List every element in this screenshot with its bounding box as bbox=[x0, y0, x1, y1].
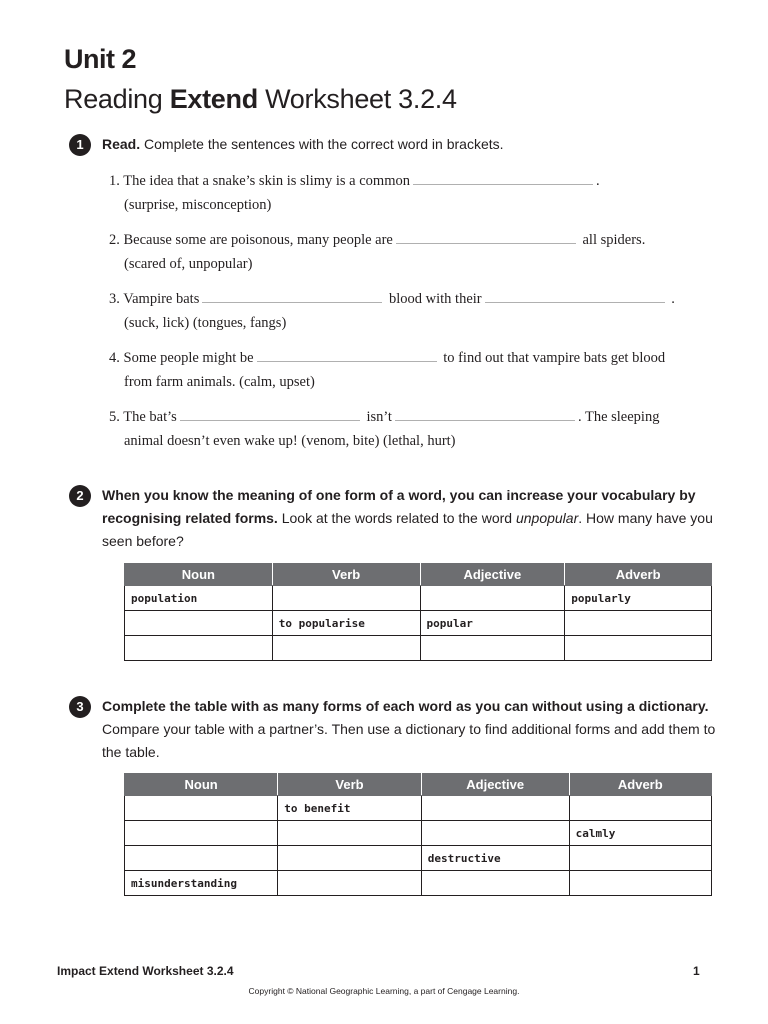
table-cell[interactable]: misunderstanding bbox=[125, 871, 278, 896]
sentence-number: 2. bbox=[109, 232, 120, 248]
table-cell[interactable] bbox=[420, 586, 565, 611]
sentence-number: 1. bbox=[109, 173, 120, 189]
unit-heading: Unit 2 bbox=[64, 44, 137, 74]
table-row bbox=[125, 611, 712, 636]
answer-blank[interactable] bbox=[257, 347, 437, 362]
table-header-row bbox=[125, 564, 712, 586]
sentence-text: isn’t bbox=[366, 409, 392, 425]
section-2-lead: When you know the meaning of one form of a word, you can increase your vocabulary by recognising related forms. bbox=[102, 487, 696, 526]
section-3-number: 3 bbox=[69, 696, 91, 718]
section-1-lead: Read. bbox=[102, 136, 141, 152]
table-row bbox=[125, 871, 712, 896]
table-cell[interactable] bbox=[278, 821, 421, 846]
column-header: Adjective bbox=[421, 774, 569, 796]
sentence-text: Some people might be bbox=[123, 350, 254, 366]
sentence-number: 3. bbox=[109, 291, 120, 307]
section-3-instruction bbox=[102, 695, 722, 764]
answer-blank[interactable] bbox=[202, 288, 382, 303]
title-bold: Extend bbox=[169, 84, 258, 114]
column-header: Adverb bbox=[569, 774, 711, 796]
sentence-text: The bat’s bbox=[123, 409, 177, 425]
section-1-number: 1 bbox=[69, 134, 91, 156]
answer-blank[interactable] bbox=[413, 170, 593, 185]
sentence-text: Because some are poisonous, many people are bbox=[123, 232, 393, 248]
table-cell[interactable] bbox=[272, 636, 420, 661]
table-cell[interactable] bbox=[569, 796, 711, 821]
sentence-4 bbox=[109, 347, 709, 370]
sentence-text: . The sleeping bbox=[577, 409, 660, 425]
table-cell[interactable]: popularly bbox=[565, 586, 712, 611]
sentence-text: The idea that a snake’s skin is slimy is a common bbox=[123, 173, 410, 189]
table-cell[interactable]: population bbox=[125, 586, 273, 611]
table-cell[interactable] bbox=[565, 611, 712, 636]
title-prefix: Reading bbox=[64, 84, 170, 114]
column-header: Noun bbox=[125, 774, 278, 796]
section-2-instruction bbox=[102, 484, 722, 553]
sentence-5-options: animal doesn’t even wake up! (venom, bite) (lethal, hurt) bbox=[124, 433, 456, 449]
section-2-italic-word: unpopular bbox=[515, 510, 579, 526]
answer-blank[interactable] bbox=[396, 229, 576, 244]
table-cell[interactable] bbox=[569, 846, 711, 871]
sentence-text: . bbox=[595, 173, 600, 189]
sentence-text: blood with their bbox=[388, 291, 482, 307]
table-cell[interactable] bbox=[125, 821, 278, 846]
sentence-1 bbox=[109, 170, 709, 193]
sentence-text: . bbox=[671, 291, 675, 307]
table-cell[interactable] bbox=[278, 871, 421, 896]
sentence-2-options: (scared of, unpopular) bbox=[124, 256, 253, 272]
table-row bbox=[125, 821, 712, 846]
sentence-text: Vampire bats bbox=[123, 291, 200, 307]
column-header: Adjective bbox=[420, 564, 565, 586]
table-row bbox=[125, 636, 712, 661]
table-cell[interactable]: to popularise bbox=[272, 611, 420, 636]
copyright-notice: Copyright © National Geographic Learning, a part of Cengage Learning. bbox=[248, 986, 520, 996]
table-cell[interactable] bbox=[272, 586, 420, 611]
table-cell[interactable]: destructive bbox=[421, 846, 569, 871]
section-2-text: Look at the words related to the word bbox=[277, 510, 516, 526]
section-1-text: Complete the sentences with the correct word in brackets. bbox=[140, 136, 504, 152]
table-cell[interactable] bbox=[569, 871, 711, 896]
sentence-3-options: (suck, lick) (tongues, fangs) bbox=[124, 315, 287, 331]
section-3-lead: Complete the table with as many forms of each word as you can without using a dictionary. bbox=[102, 698, 709, 714]
section-2-text-end: . How many have you seen before? bbox=[102, 510, 713, 549]
table-cell[interactable]: calmly bbox=[569, 821, 711, 846]
table-cell[interactable]: popular bbox=[420, 611, 565, 636]
table-cell[interactable] bbox=[125, 636, 273, 661]
sentence-2 bbox=[109, 229, 709, 252]
sentence-number: 5. bbox=[109, 409, 120, 425]
word-forms-table-2 bbox=[124, 773, 712, 896]
table-cell[interactable] bbox=[420, 636, 565, 661]
page-title bbox=[64, 84, 457, 115]
table-row bbox=[125, 586, 712, 611]
answer-blank[interactable] bbox=[180, 406, 360, 421]
sentence-text: all spiders. bbox=[582, 232, 646, 248]
table-cell[interactable] bbox=[125, 611, 273, 636]
table-cell[interactable] bbox=[125, 846, 278, 871]
sentence-5 bbox=[109, 406, 709, 429]
table-cell[interactable] bbox=[421, 871, 569, 896]
section-2-number: 2 bbox=[69, 485, 91, 507]
table-cell[interactable] bbox=[278, 846, 421, 871]
column-header: Verb bbox=[278, 774, 421, 796]
sentence-number: 4. bbox=[109, 350, 120, 366]
sentence-4-options: from farm animals. (calm, upset) bbox=[124, 374, 315, 390]
title-suffix: Worksheet 3.2.4 bbox=[257, 84, 457, 114]
answer-blank[interactable] bbox=[395, 406, 575, 421]
section-1-instruction bbox=[102, 133, 722, 156]
table-cell[interactable]: to benefit bbox=[278, 796, 421, 821]
sentence-text: to find out that vampire bats get blood bbox=[443, 350, 666, 366]
table-row bbox=[125, 846, 712, 871]
column-header: Adverb bbox=[565, 564, 712, 586]
table-cell[interactable] bbox=[421, 796, 569, 821]
table-row bbox=[125, 796, 712, 821]
sentence-3 bbox=[109, 288, 709, 311]
table-cell[interactable] bbox=[565, 636, 712, 661]
section-3-text: Compare your table with a partner’s. Then use a dictionary to find additional forms and add them to the table. bbox=[102, 721, 716, 760]
sentence-1-options: (surprise, misconception) bbox=[124, 197, 272, 213]
column-header: Noun bbox=[125, 564, 273, 586]
column-header: Verb bbox=[272, 564, 420, 586]
table-cell[interactable] bbox=[125, 796, 278, 821]
footer-title: Impact Extend Worksheet 3.2.4 bbox=[57, 964, 234, 978]
table-cell[interactable] bbox=[421, 821, 569, 846]
word-forms-table-1 bbox=[124, 563, 712, 661]
page-number: 1 bbox=[693, 964, 700, 978]
answer-blank[interactable] bbox=[485, 288, 665, 303]
table-header-row bbox=[125, 774, 712, 796]
